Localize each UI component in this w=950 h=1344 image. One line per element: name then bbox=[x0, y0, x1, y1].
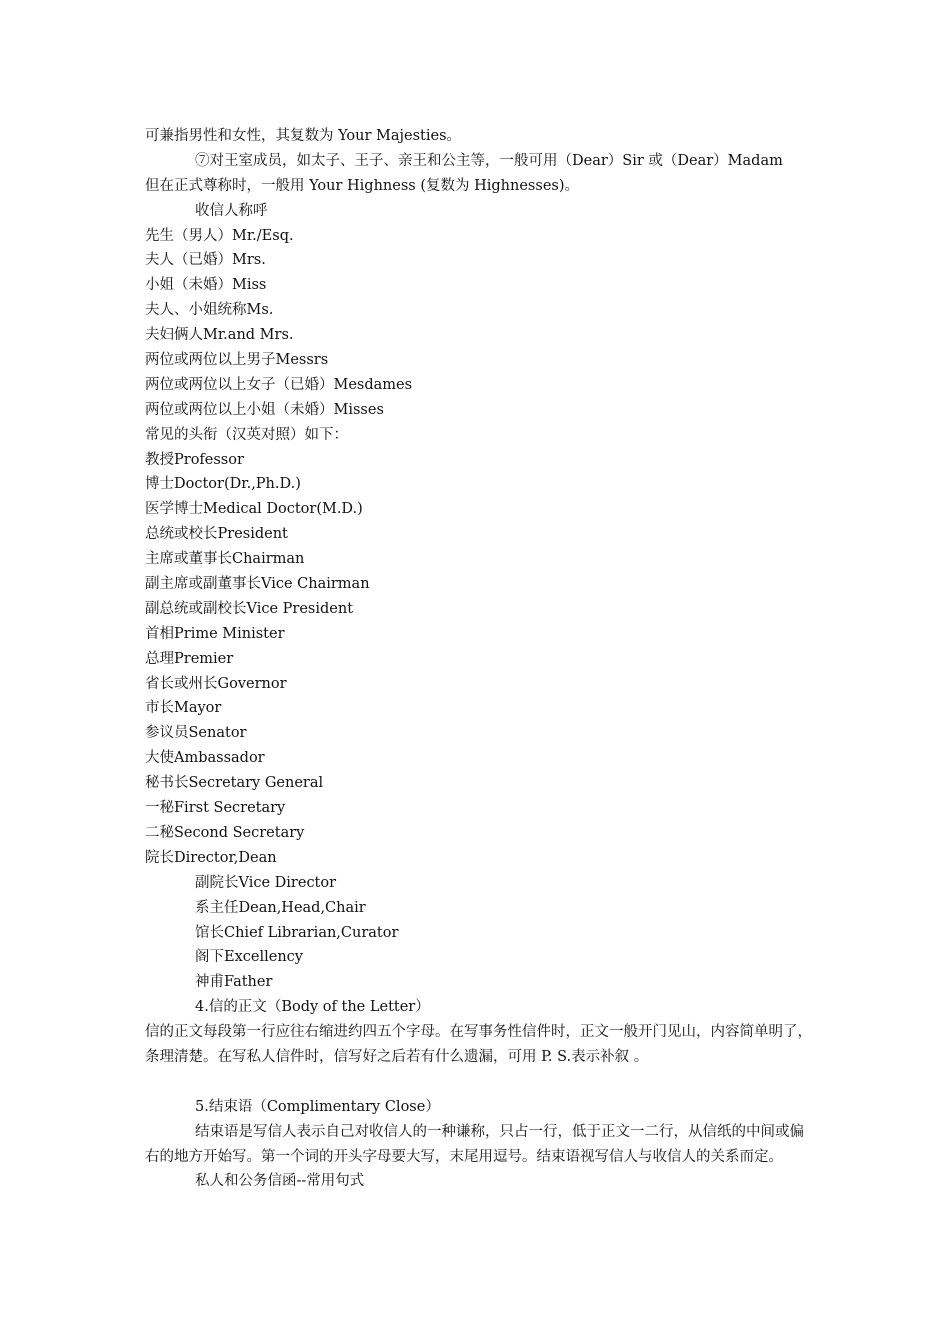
title-item: 博士Doctor(Dr.,Ph.D.) bbox=[145, 476, 301, 493]
title-item: 院长Director,Dean bbox=[145, 849, 277, 866]
section-heading: 收信人称呼 bbox=[195, 202, 268, 219]
salutation-item: 夫人（已婚）Mrs. bbox=[145, 252, 266, 269]
title-item: 首相Prime Minister bbox=[145, 625, 285, 642]
title-item: 二秘Second Secretary bbox=[145, 824, 305, 841]
title-item: 大使Ambassador bbox=[145, 750, 265, 767]
title-item: 系主任Dean,Head,Chair bbox=[195, 899, 366, 916]
title-item: 神甫Father bbox=[195, 974, 273, 991]
text-line: 可兼指男性和女性，其复数为 Your Majesties。 bbox=[145, 128, 462, 144]
phrases-heading: 私人和公务信函--常用句式 bbox=[195, 1173, 365, 1190]
title-item: 参议员Senator bbox=[145, 725, 247, 742]
salutation-item: 夫人、小姐统称Ms. bbox=[145, 302, 274, 319]
title-item: 市长Mayor bbox=[145, 700, 222, 717]
title-item: 副主席或副董事长Vice Chairman bbox=[145, 576, 370, 593]
salutation-item: 夫妇俩人Mr.and Mrs. bbox=[145, 327, 294, 344]
salutation-item: 先生（男人）Mr./Esq. bbox=[145, 227, 294, 244]
title-item: 教授Professor bbox=[145, 451, 244, 468]
closing-heading: 5.结束语（Complimentary Close） bbox=[195, 1098, 440, 1115]
title-item: 馆长Chief Librarian,Curator bbox=[195, 924, 399, 941]
closing-paragraph: 结束语是写信人表示自己对收信人的一种谦称，只占一行，低于正文一二行，从信纸的中间或偏右的地方开始写。第一个词的开头字母要大写，末尾用逗号。结束语视写信人与收信人的关系而定。 bbox=[145, 1123, 804, 1165]
title-item: 医学博士Medical Doctor(M.D.) bbox=[145, 501, 363, 518]
salutation-item: 小姐（未婚）Miss bbox=[145, 277, 267, 294]
paragraph-gap bbox=[145, 1070, 815, 1095]
title-item: 阁下Excellency bbox=[195, 949, 303, 966]
document-page bbox=[145, 124, 815, 1194]
body-paragraph: 信的正文每段第一行应往右缩进约四五个字母。在写事务性信件时，正文一般开门见山，内容简单明了，条理清楚。在写私人信件时，信写好之后若有什么遗漏，可用 P. S.表示补叙 。 bbox=[145, 1024, 812, 1065]
salutation-item: 两位或两位以上小姐（未婚）Misses bbox=[145, 401, 384, 418]
title-item: 省长或州长Governor bbox=[145, 675, 287, 692]
body-heading: 4.信的正文（Body of the Letter） bbox=[195, 999, 430, 1016]
title-item: 一秘First Secretary bbox=[145, 800, 286, 817]
salutation-item: 两位或两位以上男子Messrs bbox=[145, 352, 329, 369]
title-item: 副院长Vice Director bbox=[195, 874, 337, 891]
titles-heading: 常见的头衔（汉英对照）如下： bbox=[145, 426, 348, 443]
title-item: 主席或董事长Chairman bbox=[145, 551, 305, 568]
salutation-item: 两位或两位以上女子（已婚）Mesdames bbox=[145, 376, 413, 393]
title-item: 总统或校长President bbox=[145, 526, 288, 543]
title-item: 秘书长Secretary General bbox=[145, 775, 324, 792]
text-line: 但在正式尊称时，一般用 Your Highness (复数为 Highnesses)。 bbox=[145, 177, 579, 194]
text-line: ⑦对王室成员，如太子、王子、亲王和公主等，一般可用（Dear）Sir 或（Dear）Madam bbox=[195, 152, 783, 169]
title-item: 副总统或副校长Vice President bbox=[145, 600, 354, 617]
title-item: 总理Premier bbox=[145, 650, 234, 667]
